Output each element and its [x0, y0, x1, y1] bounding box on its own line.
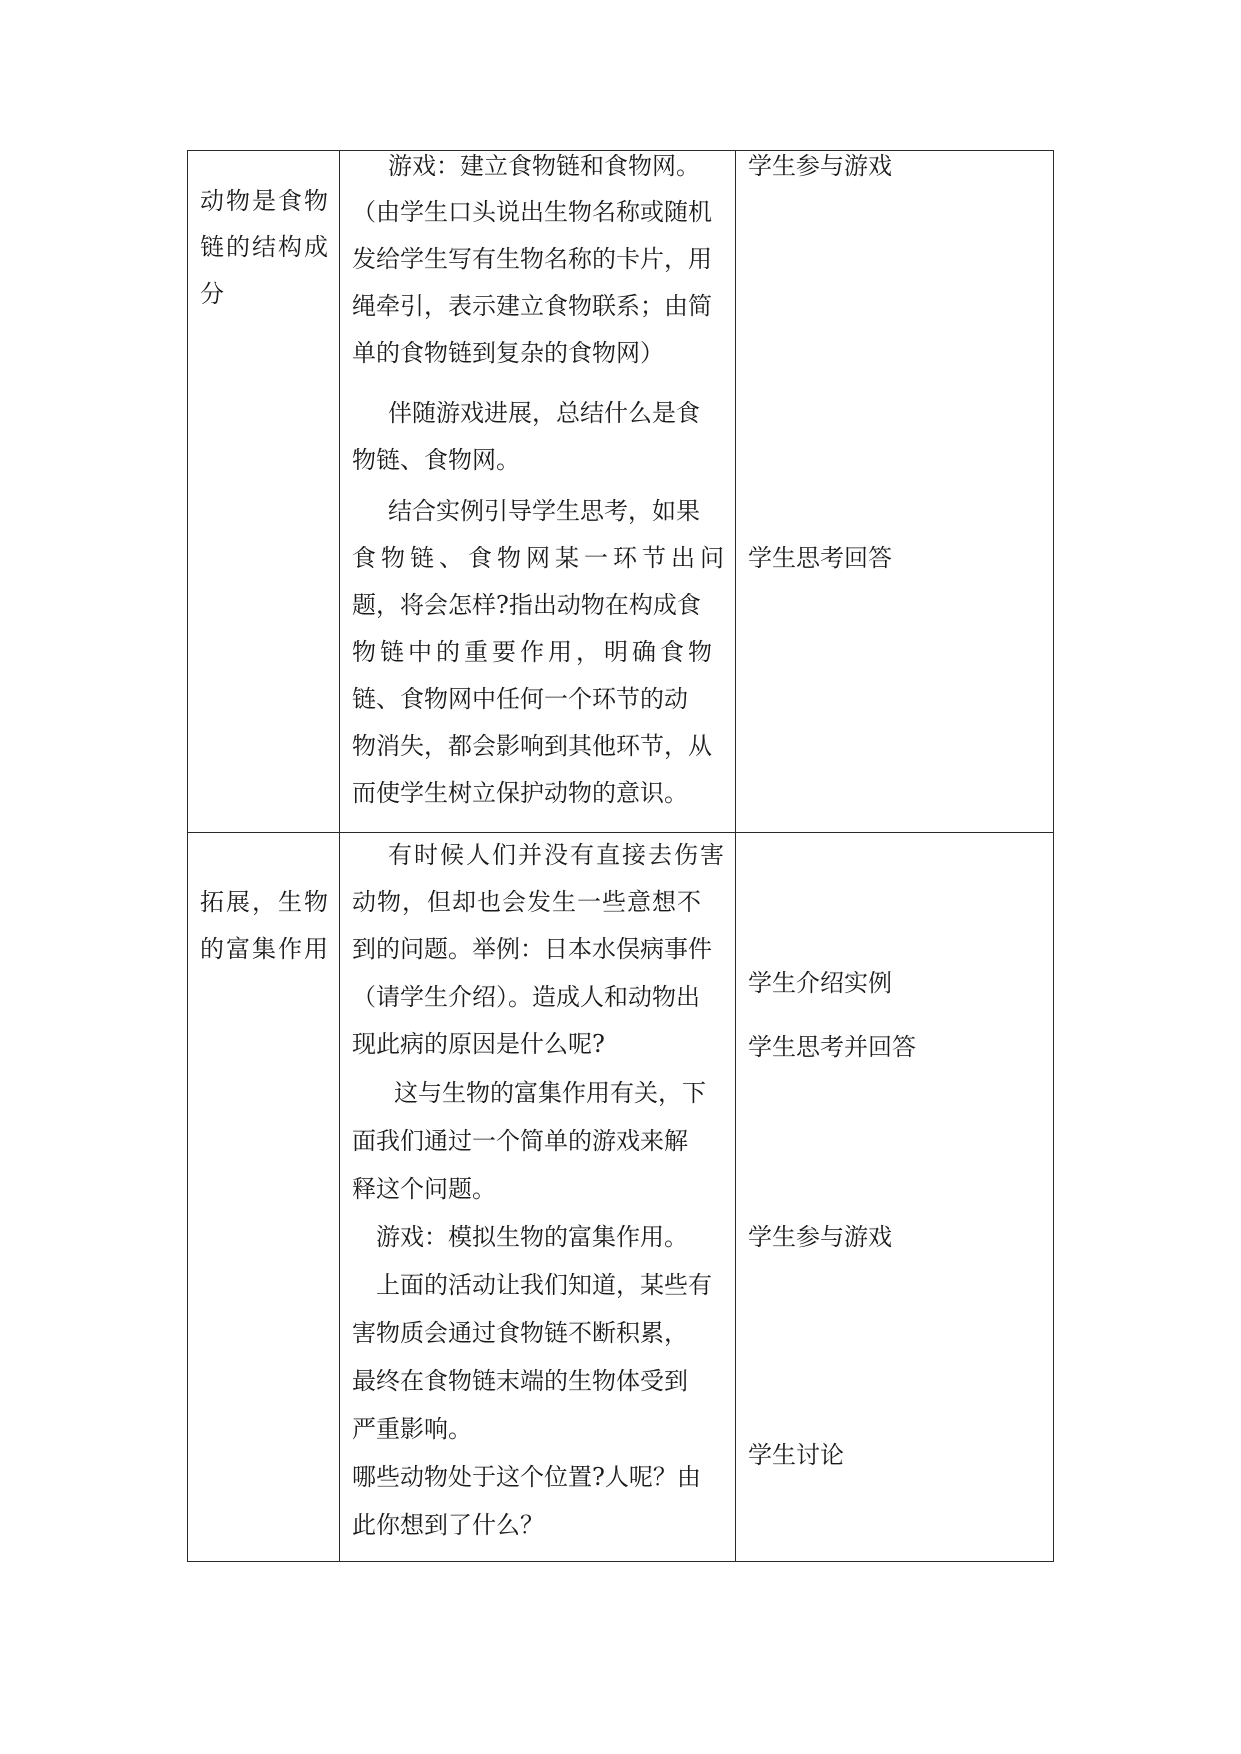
student-activity-line: 学生介绍实例 — [748, 969, 892, 997]
content-line: 食物链、食物网某一环节出问 — [352, 544, 729, 572]
student-activity-cell — [736, 151, 1054, 833]
content-line: 结合实例引导学生思考，如果 — [388, 497, 700, 525]
content-line: 绳牵引，表示建立食物联系；由简 — [352, 292, 712, 320]
content-line: 动物，但却也会发生一些意想不 — [352, 888, 702, 916]
topic-cell — [188, 833, 340, 1562]
topic-line: 动 物 是 食 物 — [200, 187, 328, 215]
topic-line: 拓 展 ， 生 物 — [200, 888, 328, 916]
content-line: 上面的活动让我们知道，某些有 — [376, 1271, 712, 1299]
student-activity-cell — [736, 833, 1054, 1562]
student-activity-line: 学生思考并回答 — [748, 1033, 916, 1061]
table-row — [188, 833, 1054, 1562]
content-line: 物消失，都会影响到其他环节，从 — [352, 732, 712, 760]
content-line: 物链、食物网。 — [352, 446, 520, 474]
content-line: 现此病的原因是什么呢? — [352, 1030, 605, 1058]
content-line: 题，将会怎样?指出动物在构成食 — [352, 591, 701, 619]
content-line: 最终在食物链末端的生物体受到 — [352, 1367, 688, 1395]
topic-cell — [188, 151, 340, 833]
content-line: 此你想到了什么？ — [352, 1511, 544, 1539]
content-line: 而使学生树立保护动物的意识。 — [352, 779, 688, 807]
content-line: （由学生口头说出生物名称或随机 — [352, 198, 712, 226]
content-cell — [340, 833, 736, 1562]
content-line: 面我们通过一个简单的游戏来解 — [352, 1127, 688, 1155]
content-line: 链、食物网中任何一个环节的动 — [352, 685, 688, 713]
content-line: 伴随游戏进展，总结什么是食 — [388, 399, 700, 427]
content-cell — [340, 151, 736, 833]
student-activity-line: 学生参与游戏 — [748, 1223, 892, 1251]
table-row — [188, 151, 1054, 833]
content-line: 这与生物的富集作用有关，下 — [394, 1079, 706, 1107]
content-line: 发给学生写有生物名称的卡片，用 — [352, 245, 712, 273]
content-line: 哪些动物处于这个位置?人呢？由 — [352, 1463, 701, 1491]
topic-line: 分 — [200, 280, 224, 308]
student-activity-line: 学生思考回答 — [748, 544, 892, 572]
student-activity-line: 学生参与游戏 — [748, 152, 892, 180]
content-line: 有时候人们并没有直接去伤害 — [388, 841, 726, 869]
topic-line: 的 富 集 作 用 — [200, 935, 328, 963]
content-line: 单的食物链到复杂的食物网） — [352, 339, 664, 367]
content-line: 游戏：模拟生物的富集作用。 — [376, 1223, 688, 1251]
content-line: 严重影响。 — [352, 1415, 472, 1443]
lesson-plan-table — [187, 150, 1054, 1562]
topic-line: 链 的 结 构 成 — [200, 233, 328, 261]
content-line: （请学生介绍）。造成人和动物出 — [352, 983, 700, 1011]
content-line: 到的问题。举例：日本水俣病事件 — [352, 935, 712, 963]
content-line: 物链中的重要作用，明确食物 — [352, 638, 716, 666]
student-activity-line: 学生讨论 — [748, 1441, 844, 1469]
content-line: 游戏：建立食物链和食物网。 — [388, 152, 700, 180]
content-line: 害物质会通过食物链不断积累， — [352, 1319, 688, 1347]
content-line: 释这个问题。 — [352, 1175, 496, 1203]
